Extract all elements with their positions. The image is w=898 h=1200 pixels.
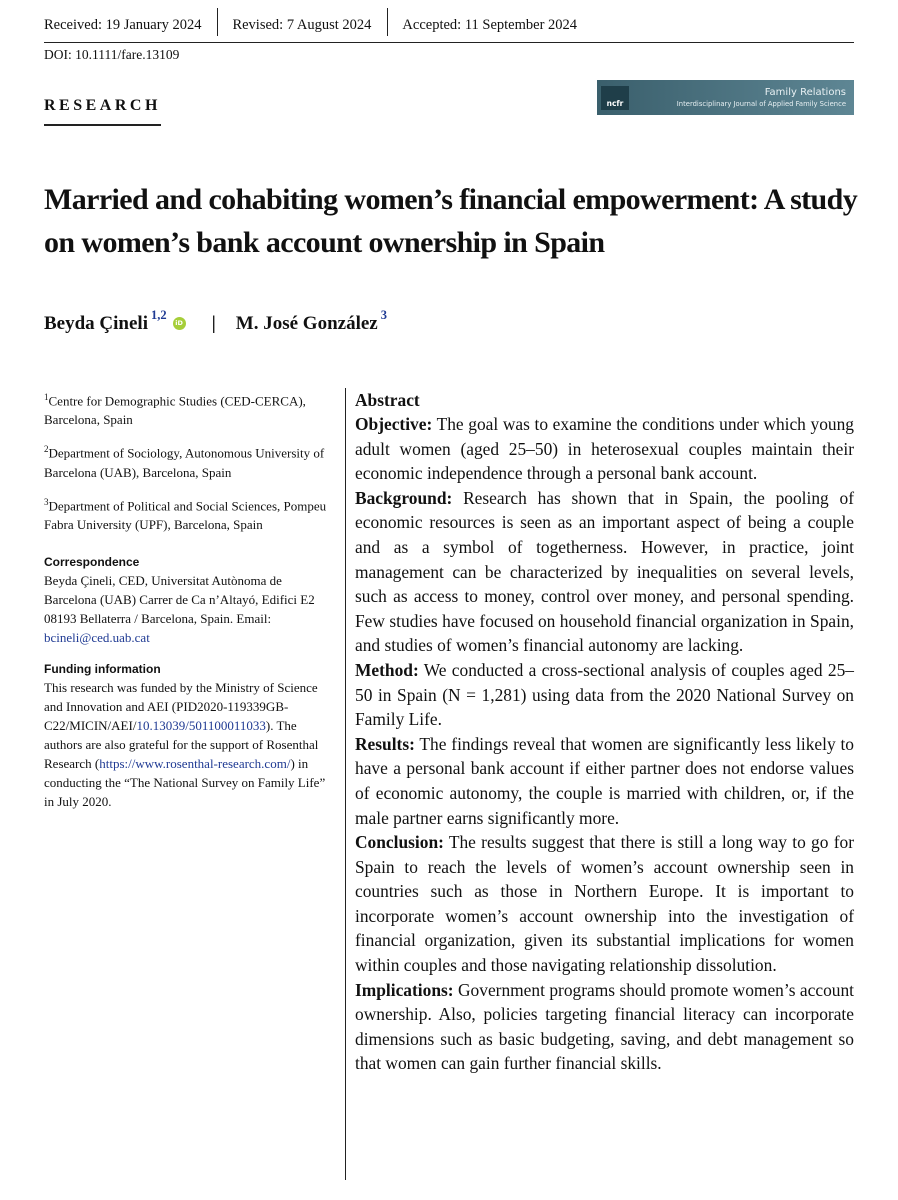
article-title: Married and cohabiting women’s financial empowerment: A study on women’s bank account ownership in Spain [44, 183, 858, 259]
author-separator: | [211, 313, 216, 334]
funding-block [44, 661, 334, 811]
abstract-background: Background: Research has shown that in Spain, the pooling of economic resources is seen as an important aspect of being a couple and as a symbol of togetherness. However, in practice, joint management can be characterized by inequalities on several levels, such as access to money, control over money, and personal spending. Few studies have focused on household financial organization in Spain, and studies of women’s financial autonomy are lacking. [355, 487, 854, 656]
correspondence-text: Beyda Çineli, CED, Universitat Autònoma de Barcelona (UAB) Carrer de Ca n’Altayó, Edifici E2 08193 Bellaterra / Barcelona, Spain. Email: bcineli@ced.uab.cat [44, 572, 315, 645]
sidebar [44, 388, 334, 811]
received-date: Received: 19 January 2024 [44, 17, 202, 33]
affiliation: $^2$Department of Sociology, Autonomous University of Barcelona (UAB), Barcelona, Spain [44, 444, 325, 480]
publication-dates [44, 8, 854, 43]
orcid-icon[interactable]: iD [173, 317, 186, 330]
correspondence-heading: Correspondence [44, 554, 140, 569]
author-affiliation-ref[interactable]: 3 [380, 308, 387, 322]
journal-logo [597, 80, 854, 115]
author-name: Beyda Çineli [44, 313, 148, 334]
funding-heading: Funding information [44, 661, 161, 676]
abstract-method: Method: We conducted a cross-sectional analysis of couples aged 25–50 in Spain (N = 1,281) using data from the 2020 National Survey on Family Life. [355, 659, 854, 730]
author-list [44, 308, 387, 335]
journal-name: Family Relations [764, 86, 846, 98]
abstract-implications: Implications: Government programs should promote women’s account ownership. Also, policies targeting financial literacy can incorporate dimensions such as basic budgeting, saving, and debt management so that women can gain further financial skills. [355, 979, 854, 1074]
funding-text: This research was funded by the Ministry of Science and Innovation and AEI (PID2020-119339GB-C22/MICIN/AEI/10.13039/501100011033). The authors are also grateful for the support of Rosenthal Research (https://www.rosenthal-research.com/) in conducting the “The National Survey on Family Life” in July 2020. [44, 679, 326, 809]
abstract-conclusion: Conclusion: The results suggest that there is still a long way to go for Spain to reach the levels of women’s account ownership seen in countries such as those in Northern Europe. It is important to incorporate women’s account ownership into the investigation of financial organization, given its substantial implications for women within couples and those navigating relationship dissolution. [355, 832, 854, 976]
email-link[interactable]: bcineli@ced.uab.cat [44, 629, 150, 645]
affiliation: $^1$Centre for Demographic Studies (CED-CERCA), Barcelona, Spain [44, 392, 306, 428]
abstract-heading: Abstract [355, 390, 420, 410]
author-affiliation-ref[interactable]: 1,2 [150, 308, 167, 322]
revised-date: Revised: 7 August 2024 [232, 17, 372, 33]
website-link[interactable]: https://www.rosenthal-research.com/ [99, 755, 291, 771]
doi-link[interactable]: 10.13039/501100011033 [136, 717, 266, 733]
accepted-date: Accepted: 11 September 2024 [402, 17, 578, 33]
abstract-results: Results: The findings reveal that women are significantly less likely to have a personal bank account if either partner does not endorse values of economic autonomy, the couple is married with children, or, if the male partner earns significantly more. [355, 733, 854, 828]
affiliation: $^3$Department of Political and Social Sciences, Pompeu Fabra University (UPF), Barcelona, Spain [44, 496, 327, 532]
journal-subtitle: Interdisciplinary Journal of Applied Family Science [676, 99, 846, 108]
date-divider [387, 8, 388, 36]
section-label: RESEARCH [44, 97, 161, 126]
doi: DOI: 10.1111/fare.13109 [44, 47, 180, 62]
author-name: M. José González [235, 313, 378, 334]
date-divider [217, 8, 218, 36]
abstract [345, 388, 854, 1180]
abstract-objective: Objective: The goal was to examine the conditions under which young adult women (aged 25–50) in heterosexual couples maintain their economic independence through a personal bank account. [355, 414, 854, 484]
correspondence-block [44, 554, 334, 647]
ncfr-logo-icon: ncfr [601, 86, 629, 110]
